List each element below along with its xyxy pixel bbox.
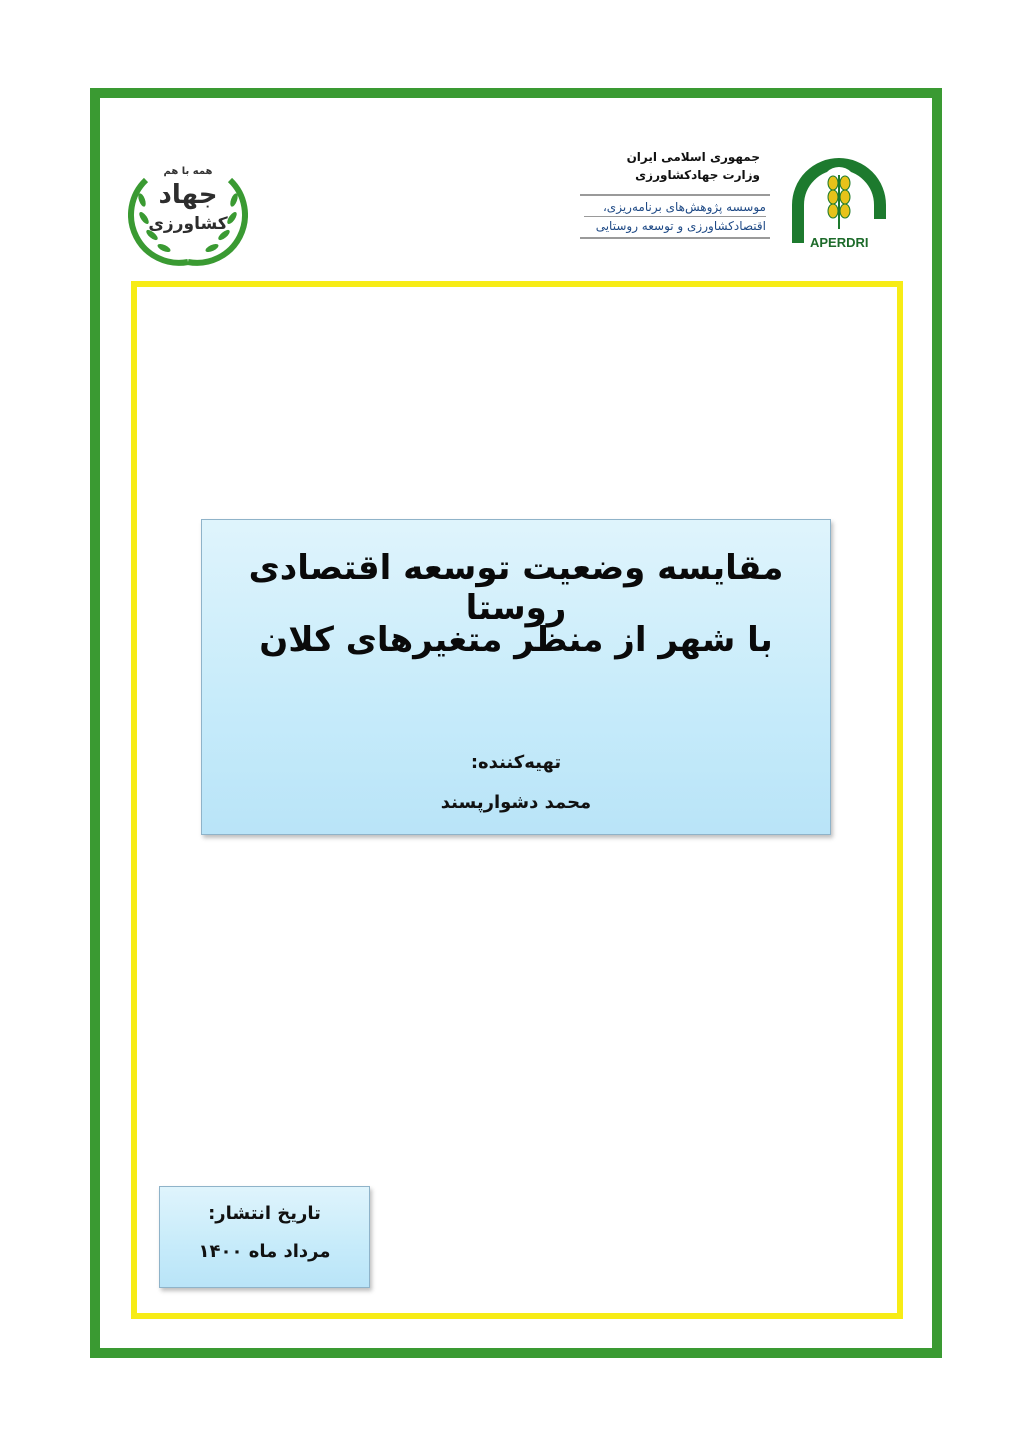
title-line-2: با شهر از منظر متغیرهای کلان <box>259 620 773 660</box>
jahad-keshavarzi-logo <box>128 140 248 270</box>
logo-main-text: جهاد <box>158 180 218 210</box>
ministry-header <box>580 148 770 239</box>
logo-tagline: همه با هم <box>163 166 213 177</box>
institute-line-1: موسسه پژوهش‌های برنامه‌ریزی، <box>584 198 766 217</box>
title-box <box>201 519 831 835</box>
publication-date-box <box>159 1186 370 1288</box>
title-line-1: مقایسه وضعیت توسعه اقتصادی روستا <box>248 548 784 628</box>
publication-date-label: تاریخ انتشار: <box>208 1203 321 1224</box>
institute-line-2: اقتصادکشاورزی و توسعه روستایی <box>595 219 766 233</box>
institute-box <box>580 194 770 239</box>
logo-sub-text: کشاورزی <box>148 214 228 234</box>
prepared-by-label: تهیه‌کننده: <box>470 752 562 773</box>
author-name: محمد دشوارپسند <box>440 792 592 813</box>
country-name: جمهوری اسلامی ایران <box>626 150 760 164</box>
ministry-name: وزارت جهادکشاورزی <box>635 168 760 182</box>
publication-date-value: مرداد ماه ۱۴۰۰ <box>198 1241 331 1262</box>
aperdri-label: APERDRI <box>810 235 869 250</box>
aperdri-logo <box>780 145 898 260</box>
